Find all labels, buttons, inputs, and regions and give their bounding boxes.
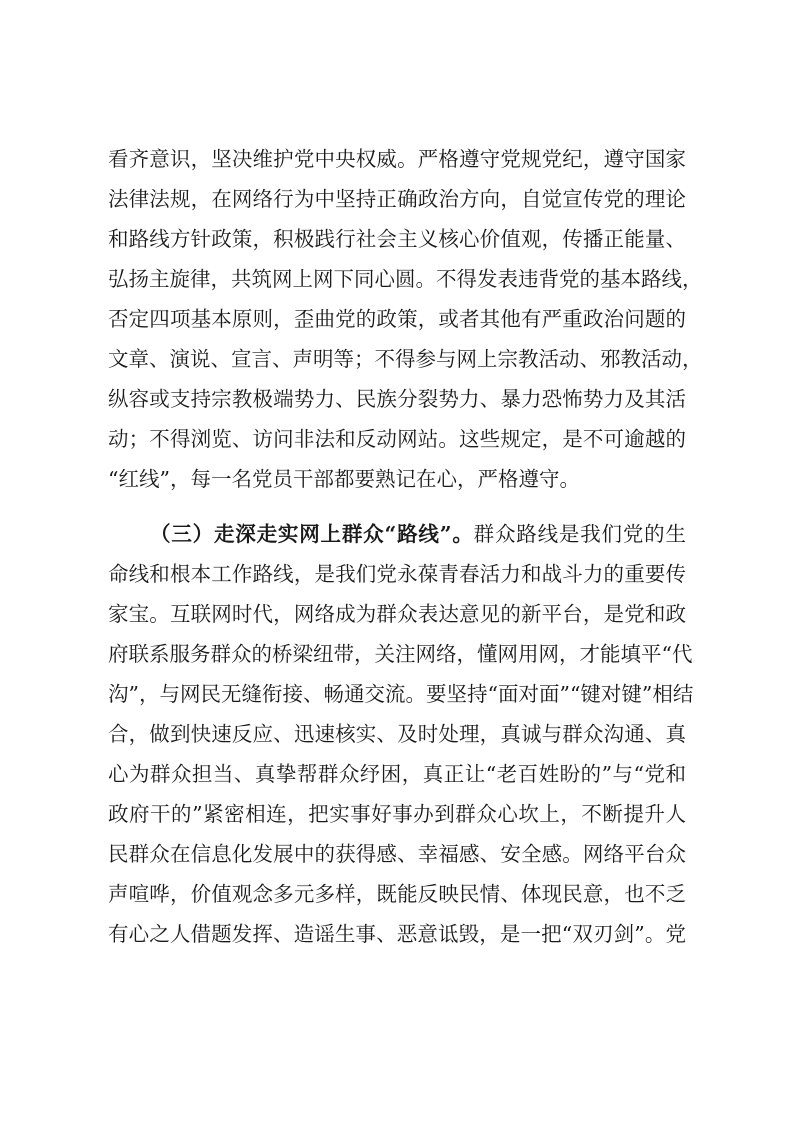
text-line: 纵容或支持宗教极端势力、民族分裂势力、暴力恐怖势力及其活 [108,387,686,411]
text-line: 命线和根本工作路线，是我们党永葆青春活力和战斗力的重要传 [108,562,686,586]
text-line: 和路线方针政策，积极践行社会主义核心价值观，传播正能量、 [108,227,686,251]
text-line: 声喧哗，价值观念多元多样，既能反映民情、体现民意，也不乏 [108,882,686,906]
section-first-line [150,516,686,552]
text-line: 动；不得浏览、访问非法和反动网站。这些规定，是不可逾越的 [108,427,686,451]
text-line: 政府干的”紧密相连，把实事好事办到群众心坎上，不断提升人 [108,802,686,826]
text-line: 民群众在信息化发展中的获得感、幸福感、安全感。网络平台众 [108,842,686,866]
text-line: 心为群众担当、真挚帮群众纾困，真正让“老百姓盼的”与“党和 [108,762,686,786]
text-line: 看齐意识，坚决维护党中央权威。严格遵守党规党纪，遵守国家 [108,147,686,171]
text-line: 文章、演说、宣言、声明等；不得参与网上宗教活动、邪教活动， [108,347,703,371]
section-heading: （三）走深走实网上群众“路线”。 [150,522,474,546]
text-line: 沟”，与网民无缝衔接、畅通交流。要坚持“面对面”“键对键”相结 [108,682,694,706]
text-line: 弘扬主旋律，共筑网上网下同心圆。不得发表违背党的基本路线， [108,267,703,291]
text-line: 法律法规，在网络行为中坚持正确政治方向，自觉宣传党的理论 [108,187,686,211]
text-line: 合，做到快速反应、迅速核实、及时处理，真诚与群众沟通、真 [108,722,686,746]
text-line: 家宝。互联网时代，网络成为群众表达意见的新平台，是党和政 [108,602,686,626]
text-line: 否定四项基本原则，歪曲党的政策，或者其他有严重政治问题的 [108,307,686,331]
section-first-line-text: 群众路线是我们党的生 [473,522,687,546]
text-line: 府联系服务群众的桥梁纽带，关注网络，懂网用网，才能填平“代 [108,642,693,666]
text-line: “红线”，每一名党员干部都要熟记在心，严格遵守。 [108,467,580,491]
text-line: 有心之人借题发挥、造谣生事、恶意诋毁，是一把“双刃剑”。党 [108,922,686,946]
